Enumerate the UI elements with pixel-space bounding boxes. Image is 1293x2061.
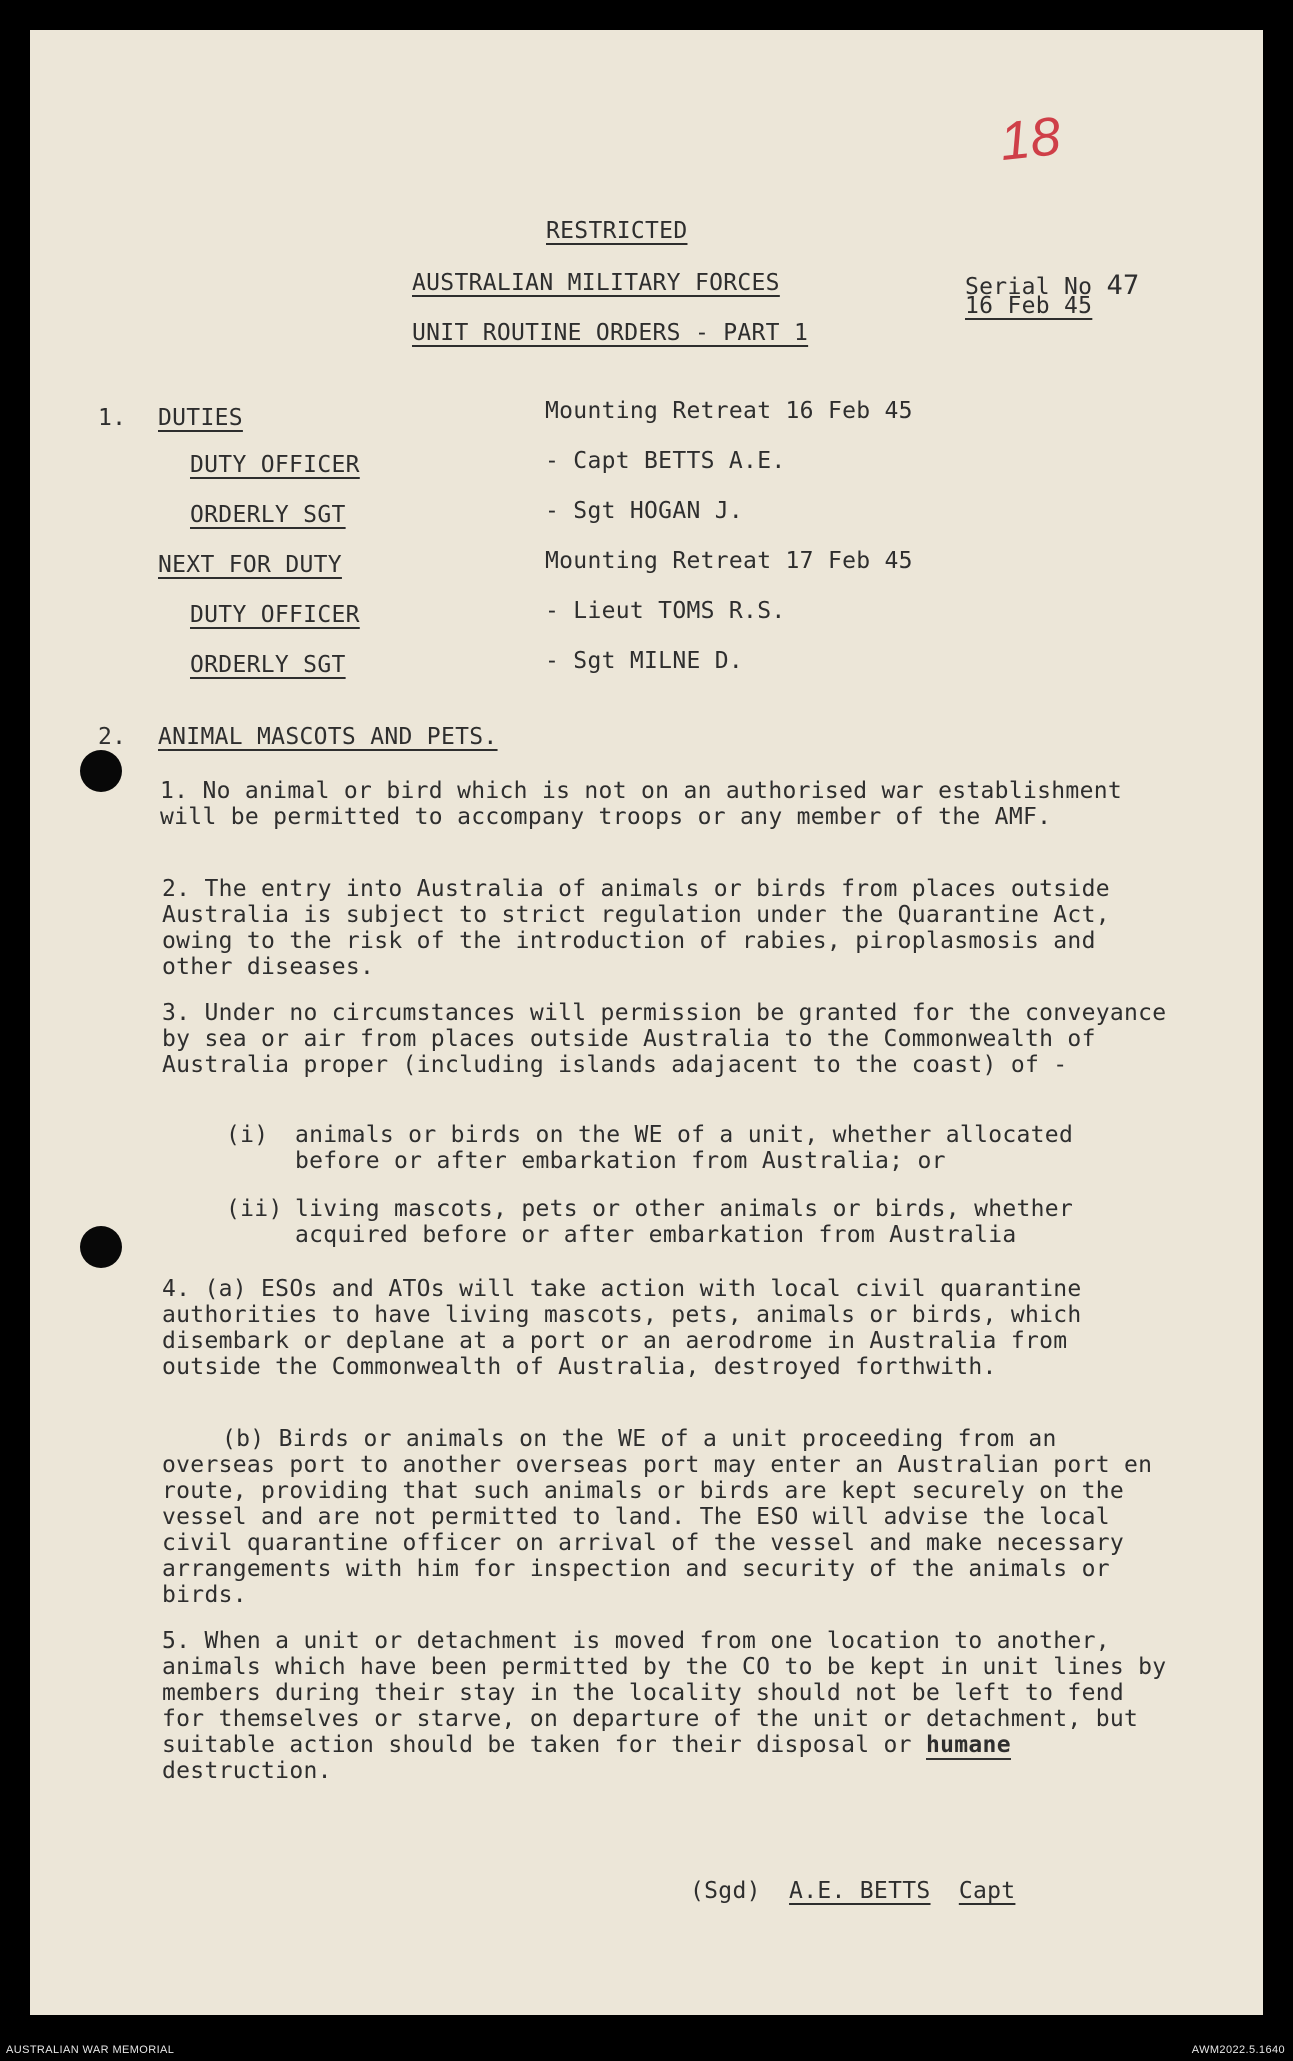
section-2-number: 2. <box>98 724 127 750</box>
paragraph-4b: (b) Birds or animals on the WE of a unit proceeding from an overseas port to another overseas port may enter an Australian port en route, providing that such animals or birds are kept securely on the vessel and are not permitted to land. The ESO will advise the local civil quarantine officer on arrival of the vessel and make necessary arrangements with him for inspection and security of the animals or birds. <box>162 1426 1153 1608</box>
duty-officer-name: - Capt BETTS A.E. <box>545 448 786 474</box>
current-mounting: Mounting Retreat 16 Feb 45 <box>545 398 913 424</box>
next-duty-officer-label: DUTY OFFICER <box>190 602 360 628</box>
orderly-sgt-label: ORDERLY SGT <box>190 502 346 528</box>
next-for-duty-label: NEXT FOR DUTY <box>158 552 342 578</box>
paragraph-2: 2. The entry into Australia of animals or birds from places outside Australia is subject to strict regulation under the Quarantine Act, owing to the risk of the introduction of rabies, piroplasmosis and other diseases. <box>162 876 1110 980</box>
document-page <box>30 30 1263 2015</box>
next-orderly-sgt-name: - Sgt MILNE D. <box>545 648 744 674</box>
next-orderly-sgt-label: ORDERLY SGT <box>190 652 346 678</box>
paragraph-3: 3. Under no circumstances will permission be granted for the conveyance by sea or air from places outside Australia to the Commonwealth of Australia proper (including islands adajacent to the coast) of - <box>162 1000 1167 1078</box>
footer-credit: AUSTRALIAN WAR MEMORIAL <box>6 2044 175 2056</box>
section-1-number: 1. <box>98 405 127 431</box>
serial-date: 16 Feb 45 <box>965 293 1093 319</box>
folio-number: 18 <box>997 105 1064 173</box>
paragraph-5 <box>162 1628 1172 1784</box>
next-mounting: Mounting Retreat 17 Feb 45 <box>545 548 913 574</box>
paragraph-5-text: 5. When a unit or detachment is moved from one location to another, animals which have been permitted by the CO to be kept in unit lines by members during their stay in the locality should not be left to fend for themselves or starve, on departure of the unit or detachment, but suitable action should be taken for their disposal or <box>162 1628 1167 1758</box>
struck-word: humane <box>925 1732 1011 1758</box>
item-ii-text: living mascots, pets or other animals or birds, whether acquired before or after embarkation from Australia <box>295 1196 1074 1248</box>
signatory-rank: Capt <box>958 1878 1016 1904</box>
signature-line <box>690 1878 1015 1904</box>
footer-accession-number: AWM2022.5.1640 <box>1191 2044 1285 2056</box>
item-i-text: animals or birds on the WE of a unit, whether allocated before or after embarkation from Australia; or <box>295 1122 1074 1174</box>
document-title: UNIT ROUTINE ORDERS - PART 1 <box>412 320 809 346</box>
serial-number: 47 <box>1106 270 1140 301</box>
force-heading: AUSTRALIAN MILITARY FORCES <box>412 270 780 296</box>
item-ii-label: (ii) <box>226 1196 283 1222</box>
serial-label: Serial No <box>965 274 1093 300</box>
next-duty-officer-name: - Lieut TOMS R.S. <box>545 598 786 624</box>
paragraph-1: 1. No animal or bird which is not on an authorised war establishment will be permitted to accompany troops or any member of the AMF. <box>160 778 1123 830</box>
classification-heading: RESTRICTED <box>546 218 688 244</box>
sgd-label: (Sgd) <box>690 1878 761 1904</box>
duty-officer-label: DUTY OFFICER <box>190 452 360 478</box>
animal-mascots-heading: ANIMAL MASCOTS AND PETS. <box>158 724 498 750</box>
duties-heading: DUTIES <box>158 405 243 431</box>
orderly-sgt-name: - Sgt HOGAN J. <box>545 498 744 524</box>
paragraph-4a: 4. (a) ESOs and ATOs will take action with local civil quarantine authorities to have living mascots, pets, animals or birds, which disembark or deplane at a port or an aerodrome in Australia from outside the Commonwealth of Australia, destroyed forthwith. <box>162 1276 1082 1380</box>
punch-hole-bottom <box>80 1226 122 1268</box>
punch-hole-top <box>80 750 122 792</box>
signatory-name: A.E. BETTS <box>789 1878 931 1904</box>
item-i-label: (i) <box>226 1122 269 1148</box>
paragraph-5-end: destruction. <box>162 1758 332 1784</box>
